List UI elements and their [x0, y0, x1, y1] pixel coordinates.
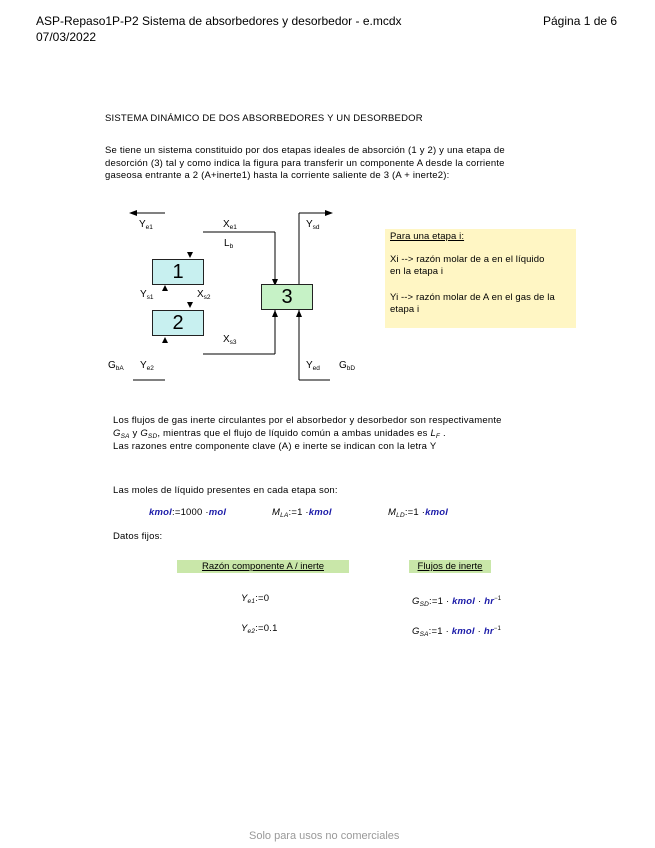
label-y-s1: $Y_{s1}$ — [140, 289, 154, 301]
moles-text: Las moles de líquido presentes en cada etapa son: — [113, 485, 338, 496]
label-x-e1: $X_{e1}$ — [223, 219, 237, 231]
eq-ye2: $Y_{e2}:=0.1$ — [241, 623, 278, 635]
flows-line-2: $G_{SA}$ y $G_{SD}$, mientras que el flujo de líquido común a ambas unidades es $L_F$ . — [113, 428, 446, 440]
note-yi-line-2: etapa i — [390, 304, 420, 315]
flows-line-3: Las razones entre componente clave (A) e inerte se indican con la letra Y — [113, 441, 437, 452]
label-y-sd: $Y_{sd}$ — [306, 219, 320, 231]
note-yi-line-1: Yi --> razón molar de A en el gas de la — [390, 292, 555, 303]
document-filename: ASP-Repaso1P-P2 Sistema de absorbedores y desorbedor - e.mcdx — [36, 14, 402, 28]
eq-mld: $M_{LD}:=1$ ·kmol — [388, 507, 449, 519]
label-x-s3: $X_{s3}$ — [223, 334, 237, 346]
page-number: Página 1 de 6 — [543, 14, 618, 28]
stage-2-box: 2 — [152, 310, 204, 336]
note-xi-line-2: en la etapa i — [390, 266, 444, 277]
eq-gsd: $G_{SD}:=1$ · kmol · $hr^{-1}$ — [412, 596, 502, 609]
note-xi-line-1: Xi --> razón molar de a en el líquido — [390, 254, 545, 265]
flows-line-1: Los flujos de gas inerte circulantes por el absorbedor y desorbedor son respectivamente — [113, 415, 502, 426]
flows-header: Flujos de inerte — [409, 560, 491, 573]
intro-line-3: gaseosa entrante a 2 (A+inerte1) hasta la corriente saliente de 3 (A + inerte2): — [105, 170, 450, 181]
ratio-header: Razón componente A / inerte — [177, 560, 349, 573]
label-l-b: $L_b$ — [224, 238, 234, 250]
stage-definition-note — [385, 229, 576, 328]
label-y-e1: $Y_{e1}$ — [139, 219, 153, 231]
eq-kmol-definition: kmol:=1000 ·mol — [149, 507, 227, 518]
stage-3-box: 3 — [261, 284, 313, 310]
section-title: SISTEMA DINÁMICO DE DOS ABSORBEDORES Y UN DESORBEDOR — [105, 113, 423, 124]
label-g-bd: $G_{bD}$ — [339, 360, 356, 372]
document-date: 07/03/2022 — [36, 30, 97, 44]
note-title: Para una etapa i: — [390, 231, 465, 242]
datos-fijos-label: Datos fijos: — [113, 531, 163, 542]
eq-mla: $M_{LA}:=1$ ·kmol — [272, 507, 332, 519]
stage-1-box: 1 — [152, 259, 204, 285]
label-x-s2: $X_{s2}$ — [197, 289, 211, 301]
intro-line-1: Se tiene un sistema constituido por dos etapas ideales de absorción (1 y 2) y una etapa de — [105, 145, 505, 156]
eq-gsa: $G_{SA}:=1$ · kmol · $hr^{-1}$ — [412, 626, 501, 639]
eq-ye1: $Y_{e1}:=0$ — [241, 593, 270, 605]
watermark-footer: Solo para usos no comerciales — [249, 830, 400, 842]
label-g-ba: $G_{bA}$ — [108, 360, 124, 372]
label-y-e2: $Y_{e2}$ — [140, 360, 154, 372]
label-y-ed: $Y_{ed}$ — [306, 360, 320, 372]
intro-line-2: desorción (3) tal y como indica la figura para transferir un componente A desde la corriente — [105, 157, 505, 169]
